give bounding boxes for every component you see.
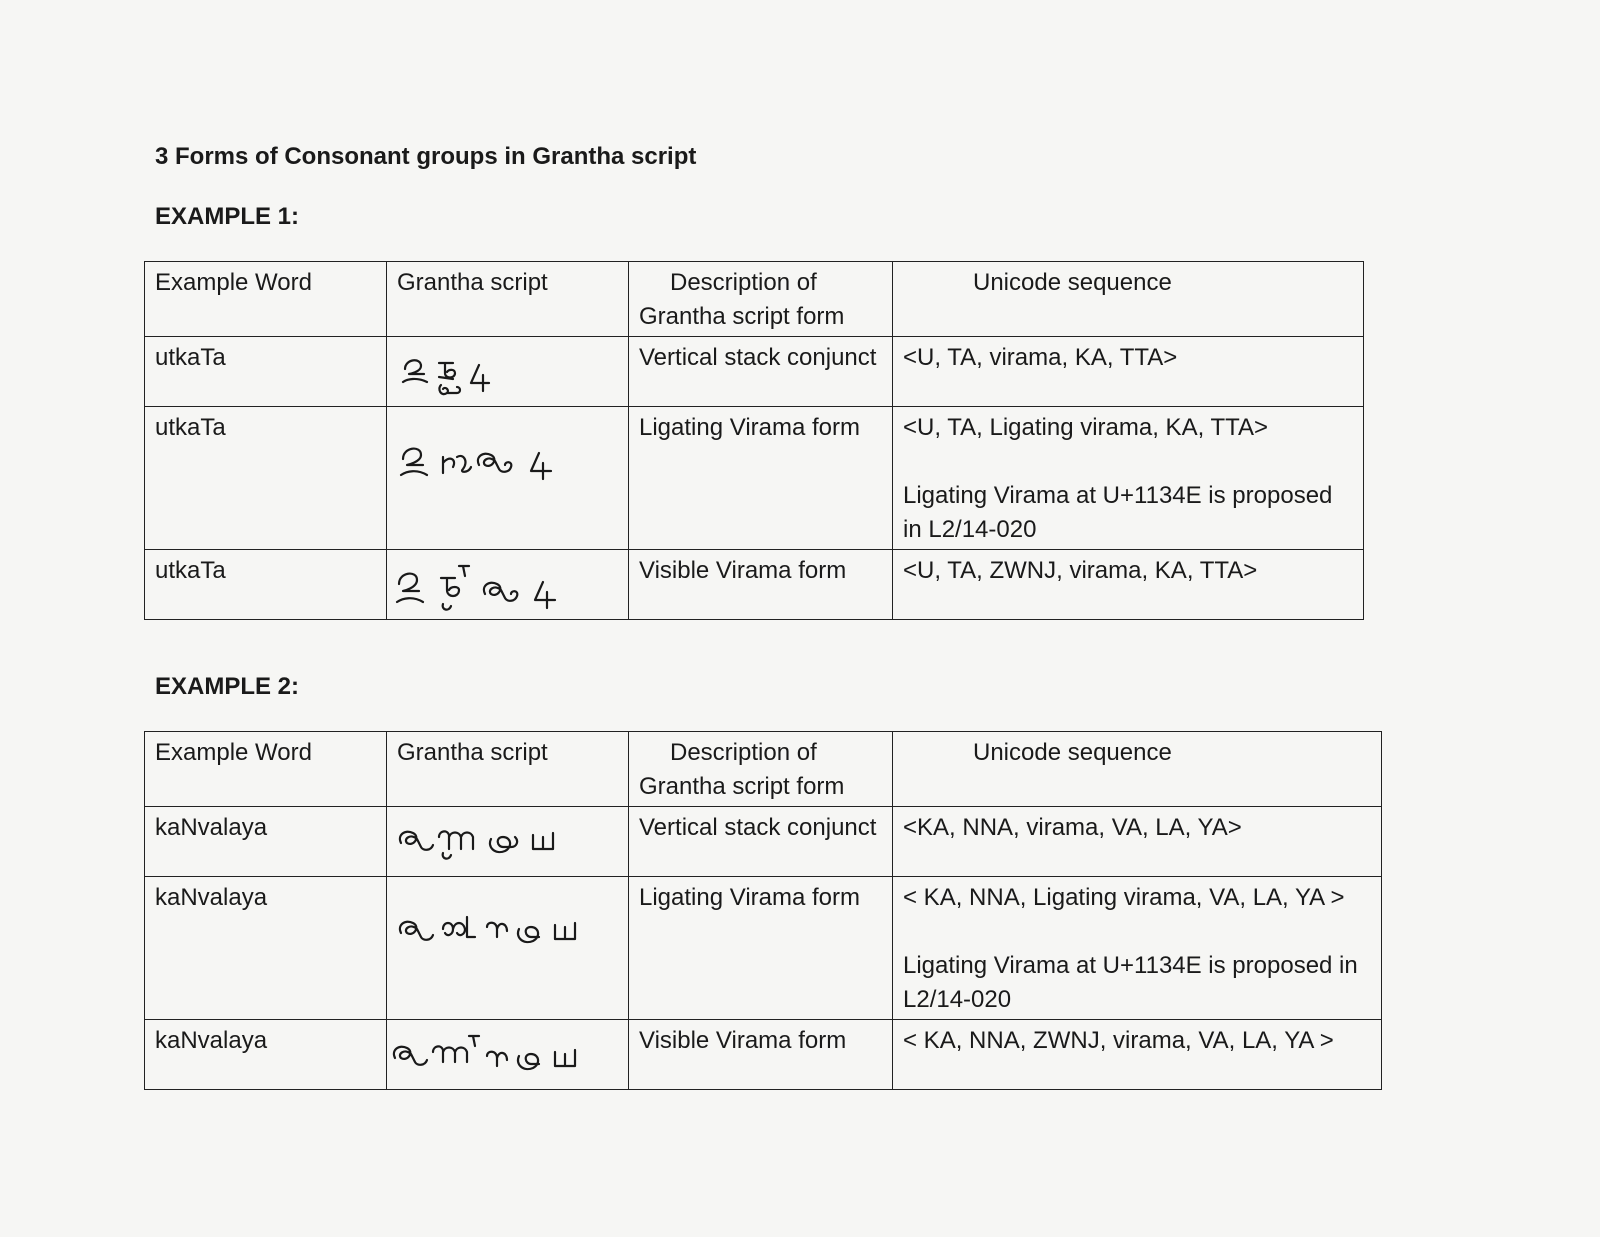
table-row bbox=[145, 407, 1364, 550]
unicode-sequence-cell: <U, TA, virama, KA, TTA> bbox=[893, 337, 1364, 407]
header-unicode-sequence: Unicode sequence bbox=[893, 732, 1382, 807]
page-title: 3 Forms of Consonant groups in Grantha script bbox=[155, 143, 697, 170]
table-row bbox=[145, 877, 1382, 1020]
unicode-sequence-cell: < KA, NNA, ZWNJ, virama, VA, LA, YA > bbox=[893, 1020, 1382, 1090]
header-description: Description of Grantha script form bbox=[629, 262, 893, 337]
header-unicode-sequence: Unicode sequence bbox=[893, 262, 1364, 337]
description-cell: Visible Virama form bbox=[629, 550, 893, 620]
example-2-heading: EXAMPLE 2: bbox=[155, 673, 300, 700]
example-word-cell: utkaTa bbox=[145, 337, 387, 407]
unicode-sequence-text: <U, TA, Ligating virama, KA, TTA> bbox=[903, 414, 1269, 441]
unicode-sequence-cell: <U, TA, ZWNJ, virama, KA, TTA> bbox=[893, 550, 1364, 620]
grantha-handwriting-ligating bbox=[387, 407, 629, 550]
table-row bbox=[145, 337, 1364, 407]
example-1-table bbox=[144, 261, 1364, 620]
table-row bbox=[145, 807, 1382, 877]
description-cell: Ligating Virama form bbox=[629, 877, 893, 1020]
header-example-word: Example Word bbox=[145, 732, 387, 807]
table-row bbox=[145, 1020, 1382, 1090]
unicode-sequence-text: < KA, NNA, Ligating virama, VA, LA, YA > bbox=[903, 884, 1345, 911]
grantha-handwriting-ligating bbox=[387, 877, 629, 1020]
table-row bbox=[145, 550, 1364, 620]
ligating-virama-note: Ligating Virama at U+1134E is proposed in L2/14-020 bbox=[903, 952, 1358, 1013]
description-cell: Visible Virama form bbox=[629, 1020, 893, 1090]
example-word-cell: kaNvalaya bbox=[145, 877, 387, 1020]
example-word-cell: utkaTa bbox=[145, 550, 387, 620]
example-word-cell: utkaTa bbox=[145, 407, 387, 550]
header-description: Description of Grantha script form bbox=[629, 732, 893, 807]
table-header-row bbox=[145, 262, 1364, 337]
example-word-cell: kaNvalaya bbox=[145, 1020, 387, 1090]
grantha-handwriting-visible-virama bbox=[387, 1020, 629, 1090]
grantha-handwriting-stacked bbox=[387, 337, 629, 407]
header-grantha-script: Grantha script bbox=[387, 732, 629, 807]
unicode-sequence-cell bbox=[893, 407, 1364, 550]
example-1-heading: EXAMPLE 1: bbox=[155, 203, 300, 230]
description-cell: Ligating Virama form bbox=[629, 407, 893, 550]
description-cell: Vertical stack conjunct bbox=[629, 807, 893, 877]
unicode-sequence-cell bbox=[893, 877, 1382, 1020]
example-2-table bbox=[144, 731, 1382, 1090]
example-word-cell: kaNvalaya bbox=[145, 807, 387, 877]
grantha-handwriting-visible-virama bbox=[387, 550, 629, 620]
grantha-handwriting-stacked bbox=[387, 807, 629, 877]
header-example-word: Example Word bbox=[145, 262, 387, 337]
table-header-row bbox=[145, 732, 1382, 807]
description-cell: Vertical stack conjunct bbox=[629, 337, 893, 407]
unicode-sequence-cell: <KA, NNA, virama, VA, LA, YA> bbox=[893, 807, 1382, 877]
header-grantha-script: Grantha script bbox=[387, 262, 629, 337]
ligating-virama-note: Ligating Virama at U+1134E is proposed in L2/14-020 bbox=[903, 482, 1333, 543]
